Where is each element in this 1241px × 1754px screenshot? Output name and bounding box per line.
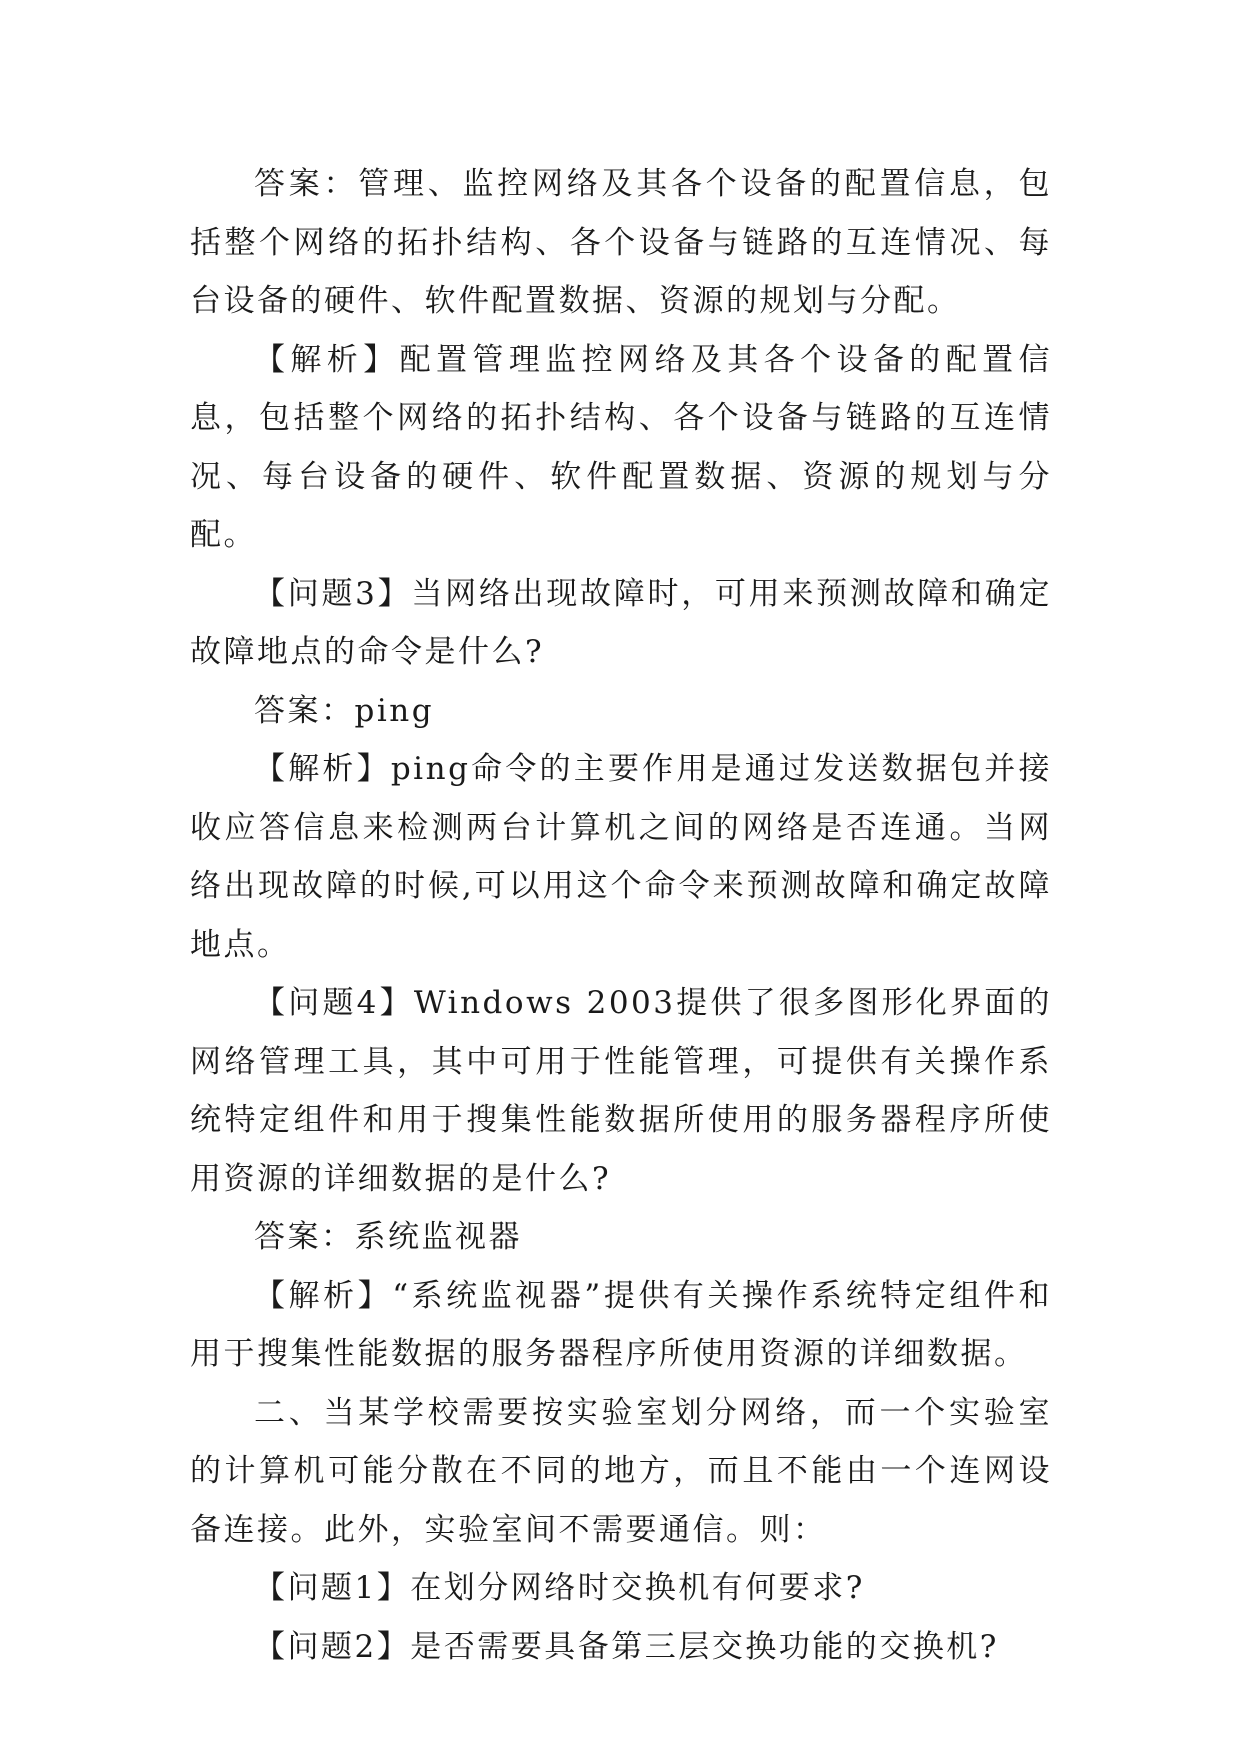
answer-paragraph: 答案：系统监视器 [254,1219,522,1255]
answer-paragraph: 答案：ping [254,692,435,729]
analysis-paragraph: 【解析】ping命令的主要作用是通过发送数据包并接收应答信息来检测两台计算机之间的网络是否连通。当网络出现故障的时候,可以用这个命令来预测故障和确定故障地点。 [190,751,1052,963]
document-body [190,155,1052,1676]
question-paragraph: 【问题3】当网络出现故障时，可用来预测故障和确定故障地点的命令是什么? [190,575,1052,670]
question-paragraph: 【问题4】Windows 2003提供了很多图形化界面的网络管理工具，其中可用于性能管理，可提供有关操作系统特定组件和用于搜集性能数据所使用的服务器程序所使用资源的详细数据的是什么? [190,985,1052,1197]
analysis-paragraph: 【解析】“系统监视器”提供有关操作系统特定组件和用于搜集性能数据的服务器程序所使用资源的详细数据。 [190,1277,1052,1372]
analysis-paragraph: 【解析】配置管理监控网络及其各个设备的配置信息，包括整个网络的拓扑结构、各个设备与链路的互连情况、每台设备的硬件、软件配置数据、资源的规划与分配。 [190,341,1052,553]
problem-statement-paragraph: 二、当某学校需要按实验室划分网络，而一个实验室的计算机可能分散在不同的地方，而且不能由一个连网设备连接。此外，实验室间不需要通信。则： [190,1394,1052,1548]
answer-paragraph: 答案：管理、监控网络及其各个设备的配置信息，包括整个网络的拓扑结构、各个设备与链路的互连情况、每台设备的硬件、软件配置数据、资源的规划与分配。 [190,166,1052,319]
question-paragraph: 【问题1】在划分网络时交换机有何要求? [254,1570,865,1606]
question-paragraph: 【问题2】是否需要具备第三层交换功能的交换机? [254,1628,999,1665]
